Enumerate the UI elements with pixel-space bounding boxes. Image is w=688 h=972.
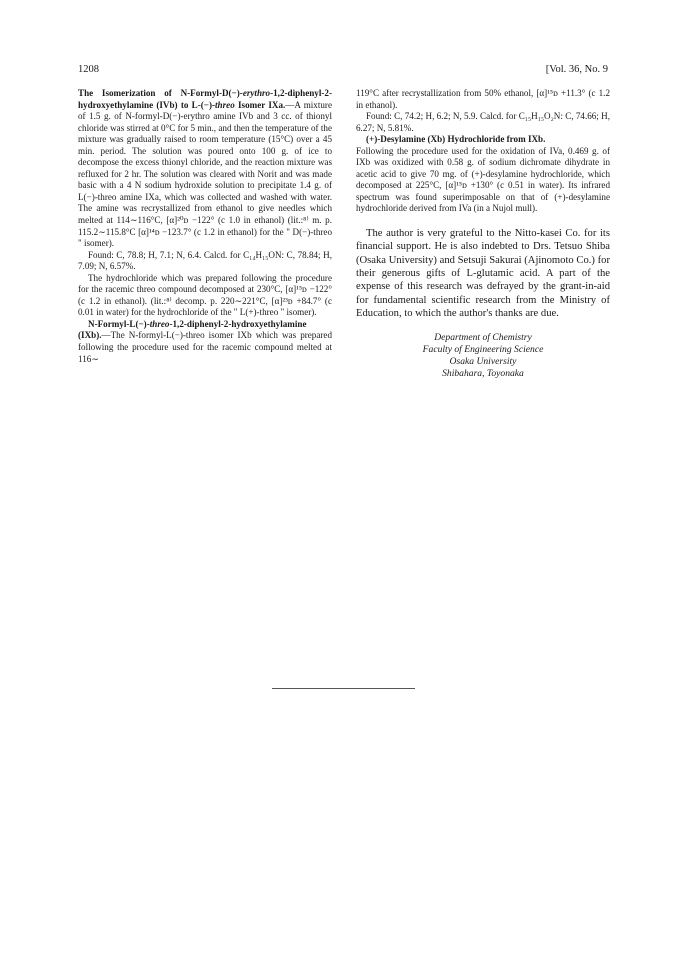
paragraph-desylamine: Following the procedure used for the oxidation of IVa, 0.469 g. of IXb was oxidized with 0.58 g. of sodium dichromate dihydrate in acetic acid to give 70 mg. of (+)-desylamine hydrochloride, which decomposed at 225°C, [α]¹⁵ᴅ +130° (c 0.51 in water). Its infrared spectrum was found superimposable on that of (+)-desylamine hydrochloride derived from IVa (in a Nujol mull).	[356, 145, 610, 214]
heading-isomerization: The Isomerization of N-Formyl-D(−)-erythro-1,2-diphenyl-2-hydroxyethylamine (IVb) to L-(−)-threo Isomer IXa.	[78, 88, 332, 110]
affiliation-department: Department of Chemistry	[434, 332, 532, 344]
paragraph-formyl-threo: —The N-formyl-L(−)-threo isomer IXb which was prepared following the procedure used for the racemic compound melted at 116∼	[78, 330, 332, 364]
end-rule	[272, 688, 415, 689]
page-number: 1208	[78, 64, 99, 75]
affiliation-address: Shibahara, Toyonaka	[442, 368, 524, 380]
heading-formyl-threo: N-Formyl-L(−)-threo-1,2-diphenyl-2-hydroxyethylamine (IXb).	[78, 318, 307, 341]
affiliation-university: Osaka University	[449, 356, 517, 368]
right-column	[356, 88, 610, 380]
paragraph-continued: 119°C after recrystallization from 50% ethanol, [α]¹⁵ᴅ +11.3° (c 1.2 in ethanol).	[356, 88, 610, 110]
section-formyl-threo	[78, 319, 332, 365]
volume-label: [Vol. 36, No. 9	[545, 64, 608, 75]
paragraph-found-2: Found: C, 74.2; H, 6.2; N, 5.9. Calcd. for C₁₅H₁₅O₂N: C, 74.66; H, 6.27; N, 5.81%.	[356, 111, 610, 133]
acknowledgement: The author is very grateful to the Nitto-kasei Co. for its financial support. He is also indebted to Drs. Tetsuo Shiba (Osaka University) and Setsuji Sakurai (Ajinomoto Co.) for their generous gifts of L-glutamic acid. A part of the expense of this research was defrayed by the grant-in-aid for fundamental scientific research from the Ministry of Education, to which the author's thanks are due.	[356, 228, 610, 319]
paragraph-isomerization: —A mixture of 1.5 g. of N-formyl-D(−)-erythro amine IVb and 3 cc. of thionyl chloride was stirred at 0°C for 5 min., and then the temperature of the mixture was gradually raised to room temperature (15°C) over a 45 min. period. The solution was poured onto 100 g. of ice to decompose the excess thionyl chloride, and the reaction mixture was refluxed for 2 hr. The solution was cleared with Norit and was made basic with a 4 N sodium hydroxide solution to precipitate 1.4 g. of L(−)-threo amine IXa, which was collected and washed with water. The amine was recrystallized from ethanol to give needles which melted at 114∼116°C, [α]²⁰ᴅ −122° (c 1.0 in ethanol) (lit.:⁸⁾ m. p. 115.2∼115.8°C [α]¹⁴ᴅ −123.7° (c 1.2 in ethanol) for the " D(−)-threo " isomer).	[78, 99, 332, 249]
paragraph-found-1: Found: C, 78.8; H, 7.1; N, 6.4. Calcd. for C₁₄H₁₅ON: C, 78.84; H, 7.09; N, 6.57%.	[78, 249, 332, 272]
left-column	[78, 88, 332, 365]
affiliation-faculty: Faculty of Engineering Science	[422, 344, 544, 356]
paragraph-hydrochloride: The hydrochloride which was prepared following the procedure for the racemic threo compound decomposed at 230°C, [α]¹⁵ᴅ −122° (c 1.2 in ethanol). (lit.:⁸⁾ decomp. p. 220∼221°C, [α]²³ᴅ +84.7° (c 0.01 in water) for the hydrochloride of the " L(+)-threo " isomer).	[78, 272, 332, 318]
heading-desylamine: (+)-Desylamine (Xb) Hydrochloride from IXb.	[366, 134, 546, 145]
affiliation	[356, 332, 610, 380]
section-isomerization	[78, 88, 332, 250]
